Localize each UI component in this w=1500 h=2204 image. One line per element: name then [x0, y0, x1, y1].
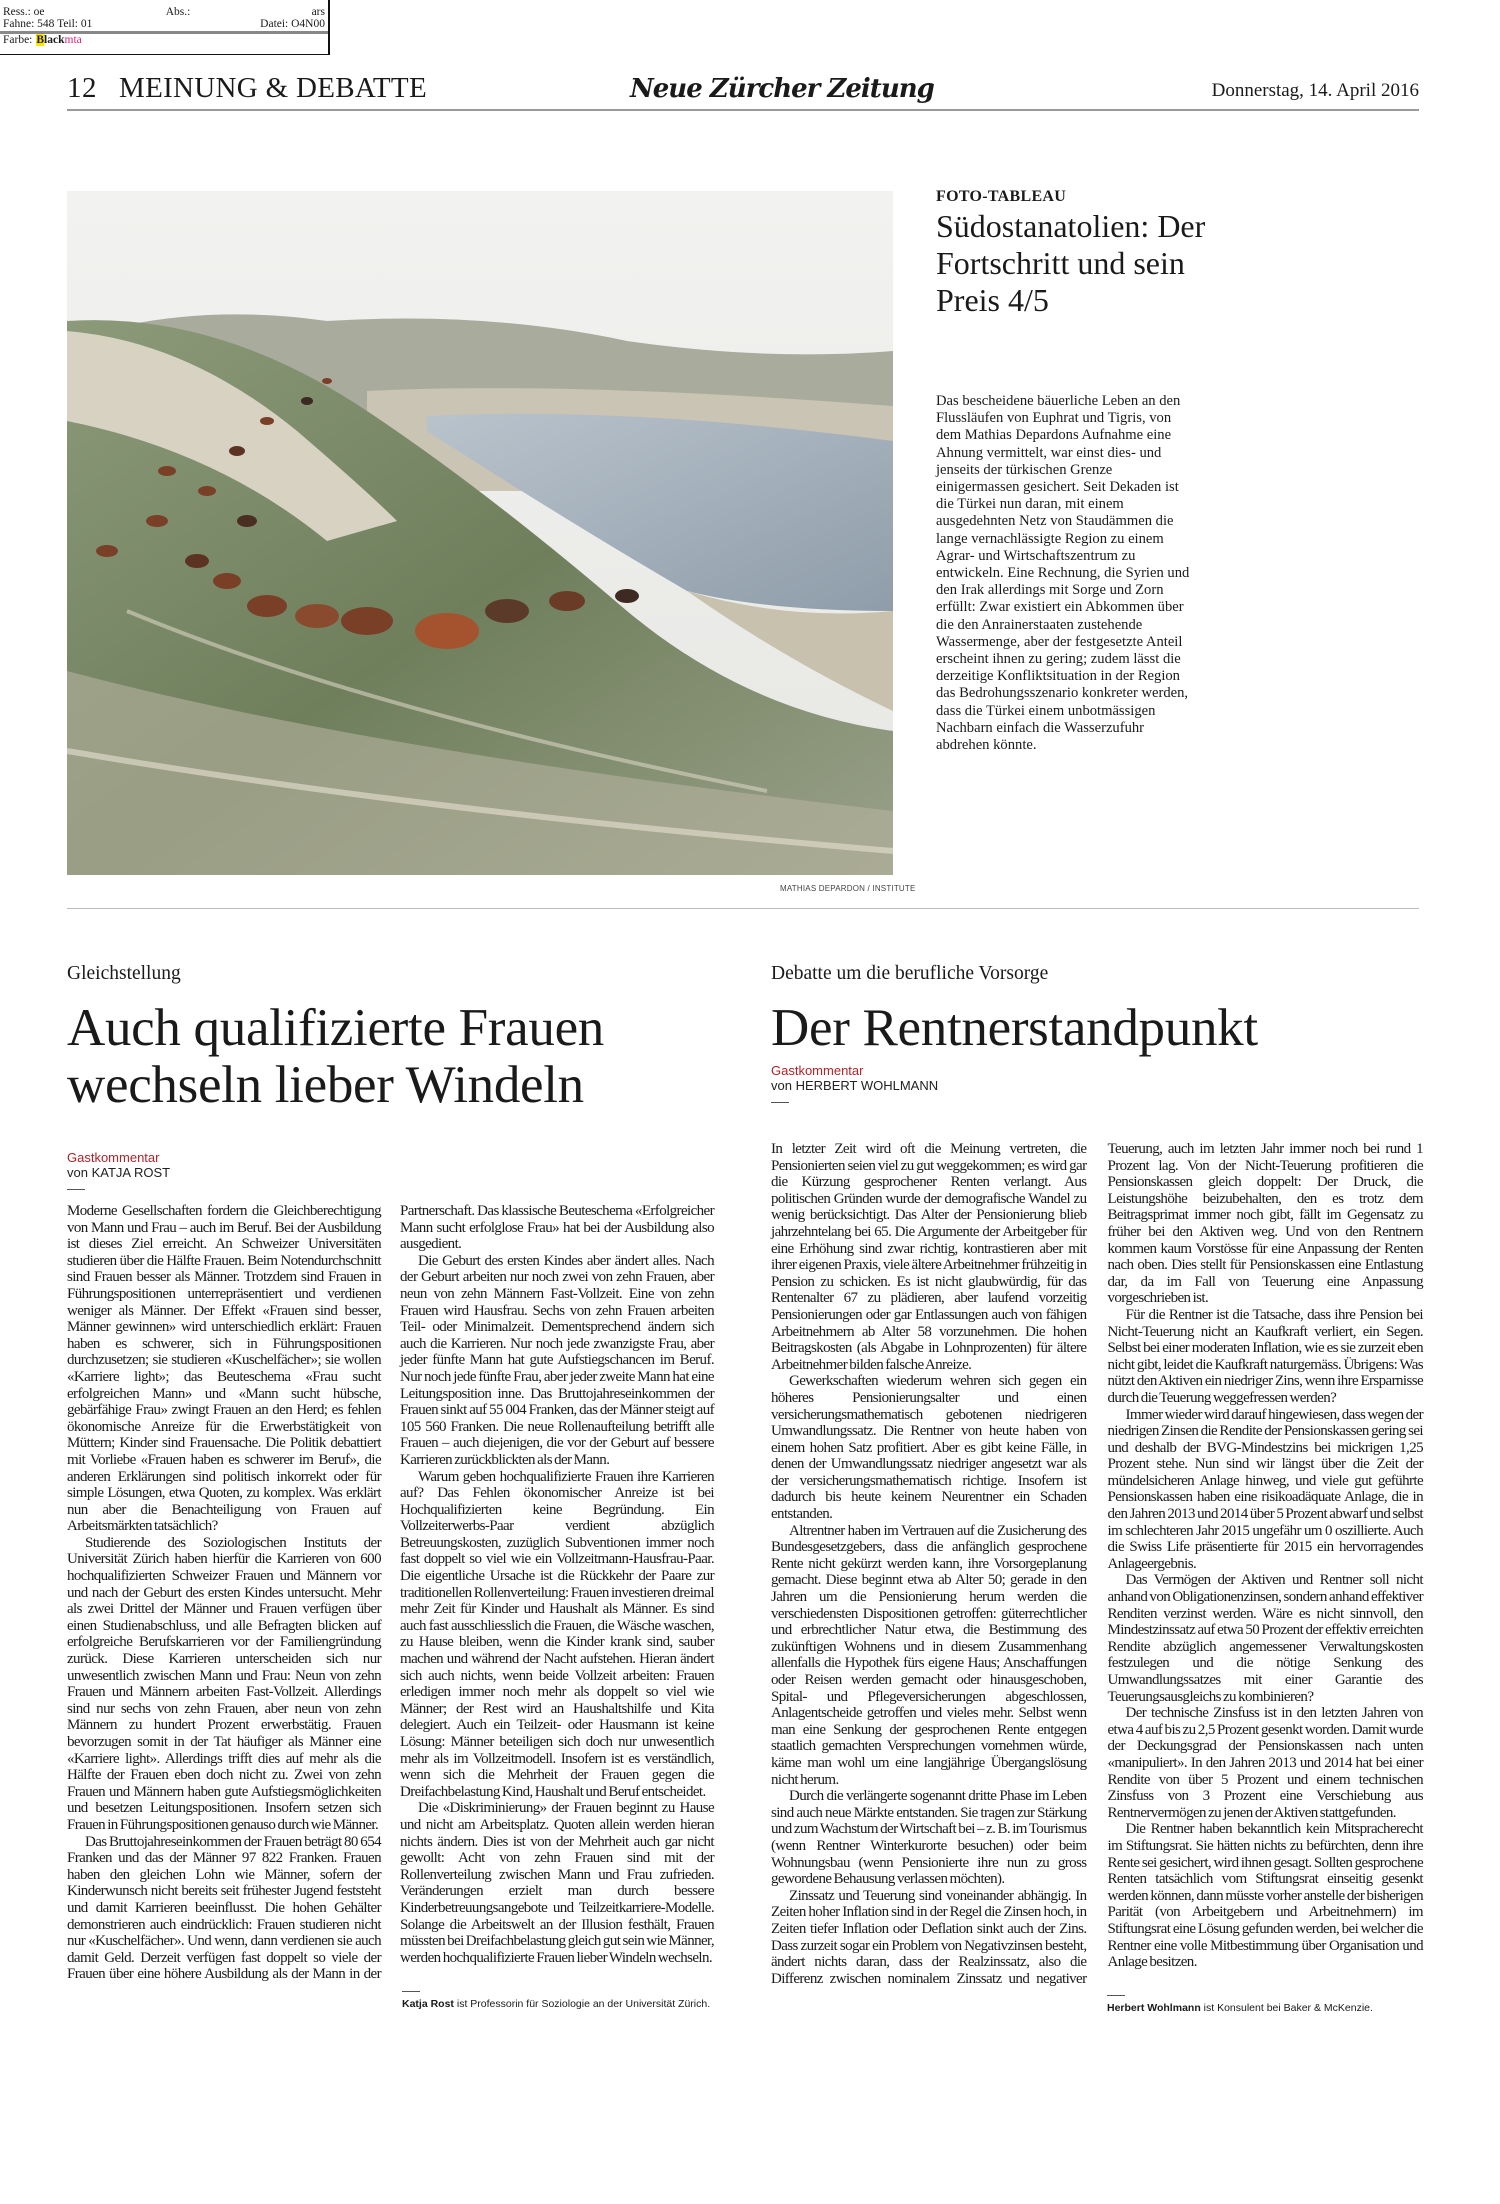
foto-tableau-kicker: FOTO-TABLEAU: [936, 188, 1067, 205]
foto-tableau-caption: Das bescheidene bäuerliche Leben an den Flussläufen von Euphrat und Tigris, von dem Mathias Depardons Aufnahme eine Ahnung vermittelt, war einst dies- und jenseits der türkischen Grenze einigermassen gesichert. Seit Dekaden ist die Türkei nun daran, mit einem ausgedehnten Netz von Staudämmen die lange vernachlässigte Region zu einem Agrar- und Wirtschaftszentrum zu entwickeln. Eine Rechnung, die Syrien und den Irak allerdings mit Sorge und Zorn erfüllt: Zwar existiert ein Abkommen über die den Anrainerstaaten zustehende Wassermenge, aber der festgesetzte Anteil erscheint ihnen zu gering; zudem lässt die derzeitige Konfliktsituation in der Region das Bedrohungsszenario konkreter werden, dass die Türkei einem unbotmässigen Nachbarn einfach die Wasserzufuhr abdrehen könnte.: [936, 393, 1190, 754]
slug-color-mta: mta: [64, 34, 82, 46]
footer-rule: [1107, 1995, 1125, 1996]
author-byline: von KATJA ROST: [67, 1165, 171, 1180]
right-article-kicker: Debatte um die berufliche Vorsorge: [771, 963, 1049, 984]
paragraph: Die Geburt des ersten Kindes aber ändert alles. Nach der Geburt arbeiten nur noch zwei von zehn Frauen, aber neun von zehn Männern Fast-Vollzeit. Eine von zehn Frauen wird Hausfrau. Sechs von zehn Frauen arbeiten Teil- oder Minimalzeit. Dementsprechend ändern sich auch die Karrieren. Nur noch jede zwanzigste Frau, aber jeder fünfte Mann hat gute Aufstiegschancen im Beruf. Nur noch jede fünfte Frau, aber jeder zweite Mann hat eine Leitungsposition inne. Das Bruttojahreseinkommen der Frauen sinkt auf 55 004 Franken, das der Männer steigt auf 105 560 Franken. Die neue Rollenaufteilung betrifft alle Frauen – auch diejenigen, die vor der Geburt auf bessere Karrieren zurückblickten als der Mann.: [400, 1252, 714, 1468]
right-article-author-note: [1107, 1995, 1423, 2015]
slug-color-black: Black: [36, 34, 65, 46]
paragraph: Durch die verlängerte sogenannt dritte Phase im Leben sind auch neue Märkte entstanden. Sie tragen zur Stärkung und zum Wachstum der Wirtschaft bei – z. B. im Tourismus (wenn Rentner Winterkurorte besuchen) oder beim Wohnungsbau (wenn Pensionierte ihre nun zu gross gewordene Behausung verlassen möchten).: [771, 1788, 1087, 1888]
paragraph: Das Bruttojahreseinkommen der Frauen beträgt 80 654 Franken und das der Männer 97 822 Franken. Frauen haben den gleichen Lohn wie Männer, sofern der Kinderwunsch nicht bereits seit frühester Jugend feststeht und damit Karrieren beeinflusst. Die hohen Gehälter demonstrieren auch eindrücklich: Frauen studieren nicht nur «Kuschelfächer». Und wenn, dann verdienen sie auch damit Geld. Derzeit verfügen fast doppelt so viele der Frauen über eine höhere Ausbildung als der Mann in der Partnerschaft. Das klassische Beuteschema «Erfolgreicher Mann sucht erfolglose Frau» hat bei der Ausbildung also ausgedient.: [67, 1203, 714, 1983]
left-article-body: [67, 1203, 714, 1983]
left-article-kicker: Gleichstellung: [67, 963, 181, 984]
page-number: 12: [67, 72, 97, 104]
left-article-author-note: [402, 1991, 714, 2011]
paragraph: Der technische Zinsfuss ist in den letzten Jahren von etwa 4 auf bis zu 2,5 Prozent gesenkt worden. Damit wurde der Deckungsgrad der Pensionskassen nach unten «manipuliert». In den Jahren 2013 und 2014 hat bei einer Rendite von über 5 Prozent und einem technischen Zinsfuss von 3 Prozent eine Verschiebung aus Rentnervermögen zu jenen der Aktiven stattgefunden.: [1107, 1705, 1423, 1821]
author-description: ist Konsulent bei Baker & McKenzie.: [1200, 2002, 1373, 2015]
byline-rule: [771, 1102, 789, 1103]
author-description: ist Professorin für Soziologie an der Universität Zürich.: [453, 1997, 711, 2010]
header-divider: [67, 109, 1419, 111]
paragraph: Die «Diskriminierung» der Frauen beginnt zu Hause und nicht am Arbeitsplatz. Quoten allein werden hieran nichts ändern. Dies ist von der Mehrheit auch gar nicht gewollt: Acht von zehn Frauen sind mit der Rollenverteilung zwischen Mann und Frau zufrieden. Veränderungen erzielt man durch bessere Kinderbetreuungsangebote und Teilzeitkarriere-Modelle. Solange die Arbeitswelt an der Illusion festhält, Frauen müssten bei Dreifachbelastung gleich gut sein wie Männer, werden hochqualifizierte Frauen lieber Windeln wechseln.: [400, 1800, 714, 1966]
slug-datei: Datei: O4N00: [260, 18, 325, 30]
author-name: Katja Rost: [402, 1997, 454, 2010]
gastkommentar-label: Gastkommentar: [67, 1150, 160, 1165]
section-title: MEINUNG & DEBATTE: [119, 72, 427, 104]
paragraph: Für die Rentner ist die Tatsache, dass ihre Pension bei Nicht-Teuerung nicht an Kaufkraft verliert, ein Segen. Selbst bei einer moderaten Inflation, wie es sie zurzeit eben nicht gibt, leidet die Kaufkraft naturgemäss. Übrigens: Was nützt den Aktiven ein niedriger Zins, wenn ihre Ersparnisse durch die Teuerung weggefressen werden?: [1107, 1306, 1423, 1406]
paragraph: Die Rentner haben bekanntlich kein Mitspracherecht im Stiftungsrat. Sie hätten nichts zu befürchten, denn ihre Rente sei gesichert, wird ihnen gesagt. Sollten gesprochene Renten tatsächlich vom Stiftungsrat einseitig gesenkt werden können, dann müsste vorher anstelle der bisherigen Parität (von Arbeitgebern und Arbeitnehmern) im Stiftungsrat eine Lösung gefunden werden, bei welcher die Rentner eine volle Mitbestimmung über Organisation und Anlage besitzen.: [1107, 1821, 1423, 1971]
paragraph: Das Vermögen der Aktiven und Rentner soll nicht anhand von Obligationenzinsen, sondern anhand effektiver Renditen verzinst werden. Wäre es nicht sinnvoll, den Mindestzinssatz auf etwa 50 Prozent der effektiv erreichten Rendite abzüglich angemessener Verwaltungskosten festzulegen und die nötige Senkung des Umwandlungssatzes mit einer Garantie des Teuerungsausgleichs zu kombinieren?: [1107, 1572, 1423, 1705]
footer-rule: [402, 1991, 420, 1992]
author-name: Herbert Wohlmann: [1107, 2002, 1201, 2015]
gastkommentar-label: Gastkommentar: [771, 1063, 864, 1078]
right-article-content: [771, 1141, 1423, 2015]
slug-ress: Ress.: oe: [3, 6, 45, 18]
left-article-byline-block: [67, 1150, 170, 1190]
paragraph: Gewerkschaften wiederum wehren sich gegen ein höheres Pensionierungsalter und einen versicherungsmathematisch gebotenen niedrigeren Umwandlungssatz. Die Rentner von heute haben von einem hohen Satz profitiert. Aber es gibt keine Fälle, in denen der Umwandlungssatz niedriger angesetzt war als der versicherungsmathematisch richtige. Insofern ist dadurch bis heute keinem Neurentner ein Schaden entstanden.: [771, 1373, 1087, 1523]
paragraph: Warum geben hochqualifizierte Frauen ihre Karrieren auf? Das Fehlen ökonomischer Anreize ist bei Hochqualifizierten keine Begründung. Ein Vollzeiterwerbs-Paar verdient abzüglich Betreuungskosten, zuzüglich Subventionen immer noch fast doppelt so viel wie ein Vollzeitmann-Hausfrau-Paar. Die eigentliche Ursache ist die Rückkehr der Paare zur traditionellen Rollenverteilung: Frauen investieren dreimal mehr Zeit für Kinder und Haushalt als Männer. Es sind auch fast ausschliesslich die Frauen, die Wäsche waschen, zu Hause bleiben, wenn die Kinder krank sind, sauber machen und während der Nacht aufstehen. Hieran ändert sich auch nichts, wenn beide Vollzeit arbeiten: Frauen erledigen immer noch mehr als doppelt so viel wie Männer; der Rest wird an Haushaltshilfe und Kita delegiert. Auch ein Teilzeit- oder Hausmann ist keine Lösung: Männer beteiligen sich doch nur unwesentlich mehr als im Vollzeitmodell. Insofern ist es verständlich, wenn sich die Mehrheit der Frauen gegen die Dreifachbelastung Kind, Haushalt und Beruf entscheidet.: [400, 1468, 714, 1800]
author-byline: von HERBERT WOHLMANN: [771, 1078, 939, 1093]
right-article-body: [771, 1141, 1423, 1987]
slug-farbe-label: Farbe:: [3, 34, 33, 46]
print-slug-box: [0, 0, 330, 55]
byline-rule: [67, 1189, 85, 1190]
foto-tableau-title: Südostanatolien: Der Fortschritt und sein Preis 4/5: [936, 208, 1206, 318]
slug-ars: ars: [311, 6, 325, 18]
left-article-headline: Auch qualifizierte Frauen wechseln lieber Windeln: [67, 999, 604, 1114]
paragraph: Moderne Gesellschaften fordern die Gleichberechtigung von Mann und Frau – auch im Beruf. Bei der Ausbildung ist dieses Ziel erreicht. An Schweizer Universitäten studieren über die Hälfte Frauen. Beim Notendurchschnitt sind Frauen besser als Männer. Trotzdem sind Frauen in Führungspositionen unterrepräsentiert und verdienen weniger als Männer. Der Effekt «Frauen sind besser, Männer gewinnen» wird unterschiedlich erklärt: Frauen haben es schwerer, sich in Führungspositionen durchzusetzen; sie studieren «Kuschelfächer»; sie wollen «Karriere light»; das Beuteschema «Frau sucht erfolgreichen Mann» und «Mann sucht hübsche, gebärfähige Frau» zwingt Frauen an den Herd; es fehlen ökonomische Anreize für die Erwerbstätigkeit von Müttern; Kinder sind Frauensache. Die Politik debattiert mit Vorliebe «Frauen haben es schwerer im Beruf», die anderen Erklärungen sind politisch inkorrekt oder für simple Lösungen, etwa Quoten, zu komplex. Was erklärt nun aber die Benachteiligung von Frauen auf Arbeitsmärkten tatsächlich?: [67, 1203, 381, 1535]
right-article-headline: Der Rentnerstandpunkt: [771, 999, 1258, 1057]
newspaper-logo: Neue Zürcher Zeitung: [630, 74, 934, 104]
paragraph: Immer wieder wird darauf hingewiesen, dass wegen der niedrigen Zinsen die Rendite der Pensionskassen gering sei und deshalb der BVG-Mindestzins bei mickrigen 1,25 Prozent stehe. Nun sind wir längst über die Zeit der mündelsicheren Anlage hinweg, und viele gut geführte Pensionskassen haben eine risikoadäquate Anlage, die in den Jahren 2013 und 2014 über 5 Prozent abwarf und selbst im schlechteren Jahr 2015 ungefähr um 0 oszillierte. Auch die Swiss Life präsentierte für 2015 ein hervorragendes Anlageergebnis.: [1107, 1406, 1424, 1572]
section-divider: [67, 908, 1419, 909]
paragraph: Zinssatz und Teuerung sind voneinander abhängig. In Zeiten hoher Inflation sind in der Regel die Zinsen hoch, in Zeiten tiefer Inflation oder Deflation sinkt auch der Zins. Dass zurzeit sogar ein Problem von Negativzinsen besteht, ändert nichts daran, dass der Realzinssatz, also die Differenz zwischen nominalem Zinssatz und negativer Teuerung, auch im letzten Jahr immer noch bei rund 1 Prozent lag. Von der Nicht-Teuerung profitieren die Pensionskassen gleich doppelt: Der Druck, die Leistungshöhe beizubehalten, den es trotz dem Beitragsprimat immer noch gibt, fällt im Gegensatz zu früher bei den Aktiven weg. Und von den Rentnern kommen kaum Vorstösse für eine Anpassung der Renten nach oben. Dies stellt für Pensionskassen eine Entlastung dar, da im Fall von Teuerung eine Anpassung vorgeschrieben ist.: [771, 1141, 1423, 1987]
paragraph: Studierende des Soziologischen Instituts der Universität Zürich haben hierfür die Karrieren von 600 hochqualifizierten Schweizer Frauen und Männern vor und nach der Geburt des ersten Kindes untersucht. Mehr als zwei Drittel der Männer und Frauen verfügen über einen Studienabschluss, und alle Befragten blicken auf erfolgreiche Berufskarrieren vor der Familiengründung zurück. Diese Karrieren unterscheiden sich nur unwesentlich zwischen Mann und Frau: Neun von zehn Frauen und Männern arbeiten Fast-Vollzeit. Allerdings sind nur sechs von zehn Frauen, aber neun von zehn Männern zu hundert Prozent erwerbstätig. Frauen bevorzugen somit in der Tat häufiger als Männer eine «Karriere light». Allerdings trifft dies auf mehr als die Hälfte der Frauen eben doch nicht zu. Zwei von zehn Frauen und Männern haben gute Aufstiegsmöglichkeiten und besetzen Leitungspositionen. Insofern setzen sich Frauen in Führungspositionen genauso durch wie Männer.: [67, 1534, 381, 1833]
right-article-byline-block: [771, 1063, 938, 1103]
photo-credit: MATHIAS DEPARDON / INSTITUTE: [780, 884, 916, 893]
slug-abs: Abs.:: [165, 6, 191, 18]
slug-fahne: Fahne: 548 Teil: 01: [3, 18, 93, 30]
left-article-content: [67, 1203, 714, 2011]
paragraph: Altrentner haben im Vertrauen auf die Zusicherung des Bundesgesetzgebers, dass die anfänglich gesprochene Rente nicht gekürzt werden kann, ihre Vorsorgeplanung gemacht. Diese beginnt etwa ab Alter 50; gerade in den Jahren um die Pensionierung herum werden die verschiedensten Dispositionen getroffen: güterrechtlicher und erbrechtlicher Natur etwa, die Bestimmung des zukünftigen Wohnens und in diesem Zusammenhang allenfalls die Hypothek fürs eigene Haus; Anschaffungen oder Reisen werden gemacht oder hinausgeschoben, Spital- und Pflegeversicherungen abgeschlossen, Anlagentscheide getroffen und vieles mehr. Selbst wenn man eine Senkung der gesprochenen Rente entgegen staatlich gemachten Versprechungen vornehmen würde, käme man wohl um eine langjährige Übergangslösung nicht herum.: [771, 1522, 1087, 1788]
paragraph: In letzter Zeit wird oft die Meinung vertreten, die Pensionierten seien viel zu gut weggekommen; es wird gar die Kürzung gesprochener Renten verlangt. Aus politischen Gründen wurde der demografische Wandel zu wenig berücksichtigt. Das Alter der Pensionierung blieb jahrzehntelang bei 65. Die Argumente der Arbeitgeber für eine Erhöhung sind zwar richtig, kontrastieren aber mit ihrer eigenen Praxis, viele ältere Arbeitnehmer frühzeitig in Pension zu schicken. Es ist nicht glaubwürdig, für das Rentenalter 67 zu plädieren, aber laufend vorzeitig Pensionierungen oder gar Entlassungen auch von fähigen Arbeitnehmern ab Alter 58 vorzunehmen. Die hohen Beitragskosten (als Abgabe in Lohnprozenten) für ältere Arbeitnehmer bilden falsche Anreize.: [771, 1141, 1087, 1373]
landscape-photo-cattle-river: [67, 191, 893, 875]
issue-date: Donnerstag, 14. April 2016: [1211, 80, 1419, 101]
